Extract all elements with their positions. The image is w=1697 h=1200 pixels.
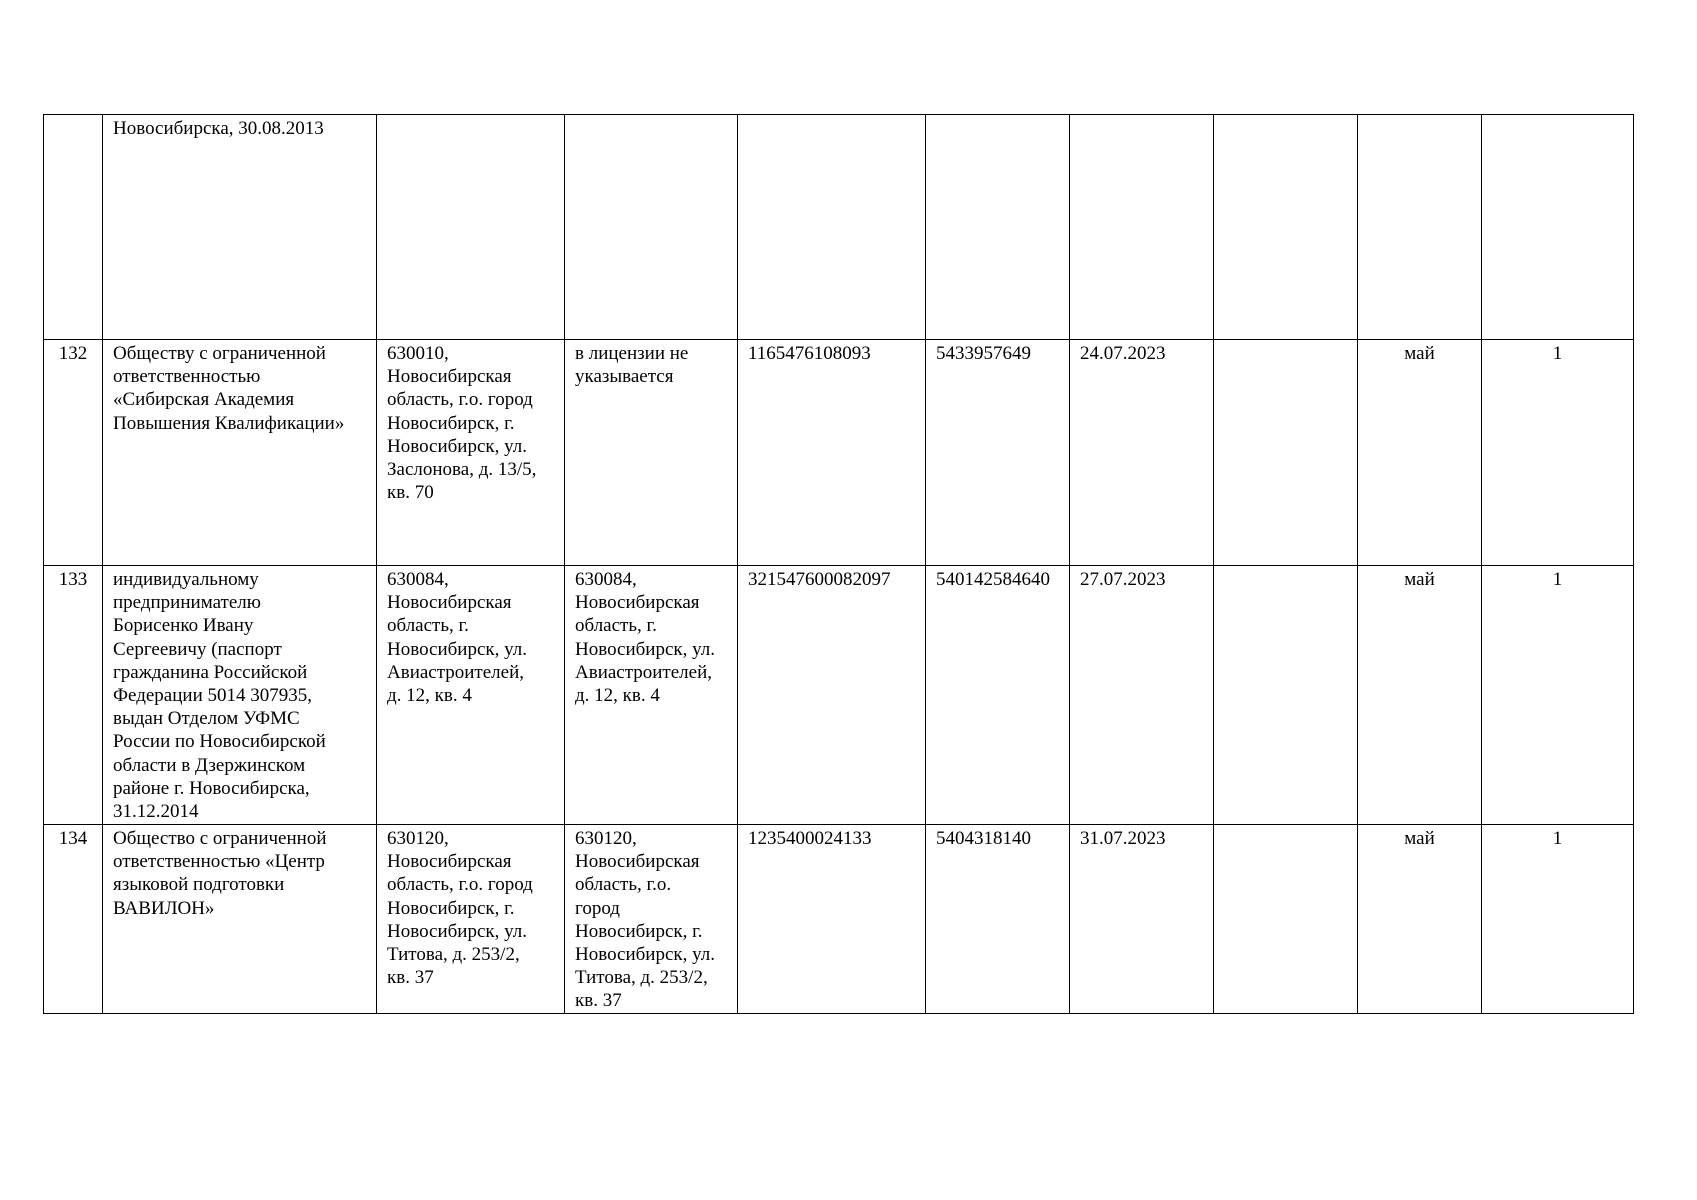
table-row (44, 115, 1634, 340)
empty-cell (1214, 340, 1358, 566)
licensee-name-cell: Обществу с ограниченной ответственностью «Сибирская Академия Повышения Квалификации» (103, 340, 377, 566)
row-number-cell: 132 (44, 340, 103, 566)
address-cell (377, 115, 565, 340)
address-cell: 630010, Новосибирская область, г.о. город Новосибирск, г. Новосибирск, ул. Заслонова, д. 13/5, кв. 70 (377, 340, 565, 566)
licensee-name-cell: Новосибирска, 30.08.2013 (103, 115, 377, 340)
empty-cell (1214, 566, 1358, 825)
inn-cell: 5433957649 (926, 340, 1070, 566)
ogrn-cell: 321547600082097 (738, 566, 926, 825)
count-cell: 1 (1482, 825, 1634, 1014)
inn-cell (926, 115, 1070, 340)
table-row (44, 340, 1634, 566)
inn-cell: 540142584640 (926, 566, 1070, 825)
date-cell (1070, 115, 1214, 340)
ogrn-cell (738, 115, 926, 340)
register-table (43, 114, 1634, 1014)
address-cell: 630084, Новосибирская область, г. Новосибирск, ул. Авиастроителей, д. 12, кв. 4 (377, 566, 565, 825)
row-number-cell: 133 (44, 566, 103, 825)
table-row (44, 566, 1634, 825)
row-number-cell (44, 115, 103, 340)
date-cell: 24.07.2023 (1070, 340, 1214, 566)
row-number-cell: 134 (44, 825, 103, 1014)
month-cell: май (1358, 340, 1482, 566)
activity-address-cell: 630084, Новосибирская область, г. Новосибирск, ул. Авиастроителей, д. 12, кв. 4 (565, 566, 738, 825)
empty-cell (1214, 825, 1358, 1014)
licensee-name-cell: Общество с ограниченной ответственностью «Центр языковой подготовки ВАВИЛОН» (103, 825, 377, 1014)
inn-cell: 5404318140 (926, 825, 1070, 1014)
month-cell (1358, 115, 1482, 340)
ogrn-cell: 1235400024133 (738, 825, 926, 1014)
activity-address-cell (565, 115, 738, 340)
date-cell: 27.07.2023 (1070, 566, 1214, 825)
table-row (44, 825, 1634, 1014)
activity-address-cell: 630120, Новосибирская область, г.о. город Новосибирск, г. Новосибирск, ул. Титова, д. 253/2, кв. 37 (565, 825, 738, 1014)
date-cell: 31.07.2023 (1070, 825, 1214, 1014)
ogrn-cell: 1165476108093 (738, 340, 926, 566)
count-cell: 1 (1482, 566, 1634, 825)
licensee-name-cell: индивидуальному предпринимателю Борисенко Ивану Сергеевичу (паспорт гражданина Российской Федерации 5014 307935, выдан Отделом УФМС России по Новосибирской области в Дзержинском районе г. Новосибирска, 31.12.2014 (103, 566, 377, 825)
month-cell: май (1358, 825, 1482, 1014)
count-cell: 1 (1482, 340, 1634, 566)
month-cell: май (1358, 566, 1482, 825)
count-cell (1482, 115, 1634, 340)
empty-cell (1214, 115, 1358, 340)
address-cell: 630120, Новосибирская область, г.о. город Новосибирск, г. Новосибирск, ул. Титова, д. 253/2, кв. 37 (377, 825, 565, 1014)
activity-address-cell: в лицензии не указывается (565, 340, 738, 566)
